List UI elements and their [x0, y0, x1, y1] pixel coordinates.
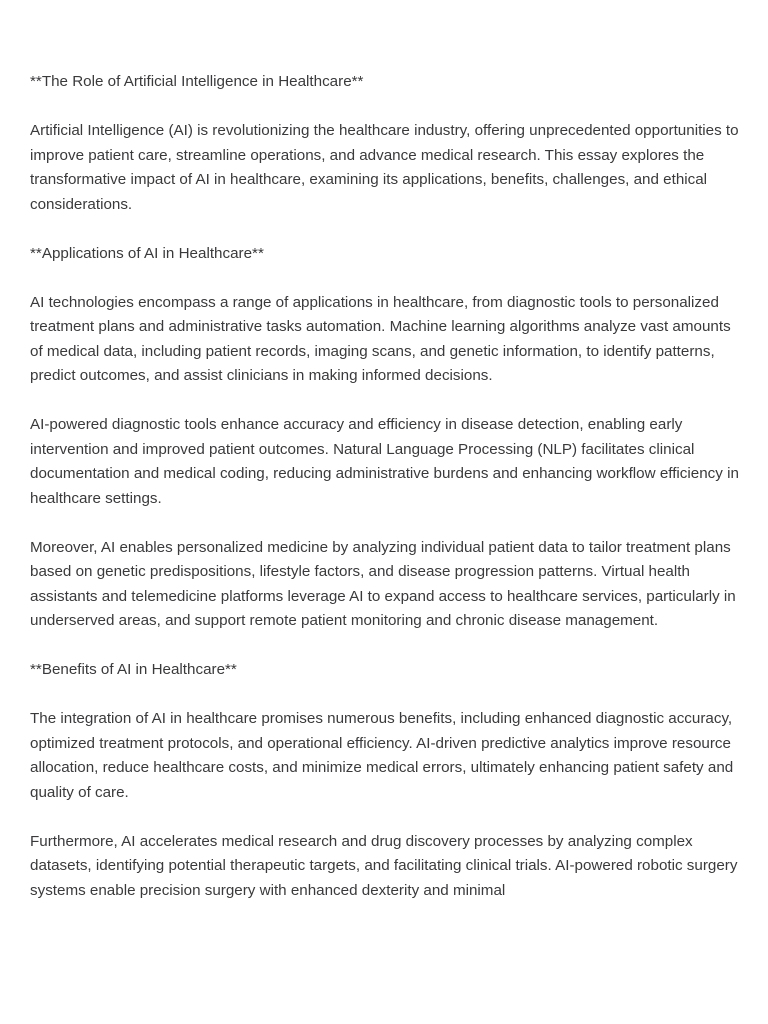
applications-paragraph-1: AI technologies encompass a range of applications in healthcare, from diagnostic tools to personalized treatment plans and administrative tasks automation. Machine learning algorithms analyze vast amounts of medical data, including patient records, imaging scans, and genetic information, to identify patterns, predict outcomes, and assist clinicians in making informed decisions.	[30, 293, 735, 384]
intro-paragraph: Artificial Intelligence (AI) is revolutionizing the healthcare industry, offering unprecedented opportunities to improve patient care, streamline operations, and advance medical research. This essay explores the transformative impact of AI in healthcare, examining its applications, benefits, challenges, and ethical considerations.	[30, 122, 743, 213]
benefits-heading: **Benefits of AI in Healthcare**	[30, 661, 237, 678]
benefits-paragraph-1: The integration of AI in healthcare promises numerous benefits, including enhanced diagnostic accuracy, optimized treatment protocols, and operational efficiency. AI-driven predictive analytics improve resource allocation, reduce healthcare costs, and minimize medical errors, ultimately enhancing patient safety and quality of care.	[30, 710, 738, 801]
benefits-paragraph-2: Furthermore, AI accelerates medical research and drug discovery processes by analyzing complex datasets, identifying potential therapeutic targets, and facilitating clinical trials. AI-powered robotic surgery systems enable precision surgery with enhanced dexterity and minimal	[30, 832, 742, 899]
document-body	[30, 70, 745, 928]
applications-paragraph-3: Moreover, AI enables personalized medicine by analyzing individual patient data to tailor treatment plans based on genetic predispositions, lifestyle factors, and disease progression patterns. Virtual health assistants and telemedicine platforms leverage AI to expand access to healthcare services, particularly in underserved areas, and support remote patient monitoring and chronic disease management.	[30, 538, 740, 629]
document-title: **The Role of Artificial Intelligence in Healthcare**	[30, 73, 364, 90]
applications-heading: **Applications of AI in Healthcare**	[30, 244, 264, 262]
applications-paragraph-2: AI-powered diagnostic tools enhance accuracy and efficiency in disease detection, enabling early intervention and improved patient outcomes. Natural Language Processing (NLP) facilitates clinical documentation and medical coding, reducing administrative burdens and enhancing workflow efficiency in healthcare settings.	[30, 416, 744, 507]
